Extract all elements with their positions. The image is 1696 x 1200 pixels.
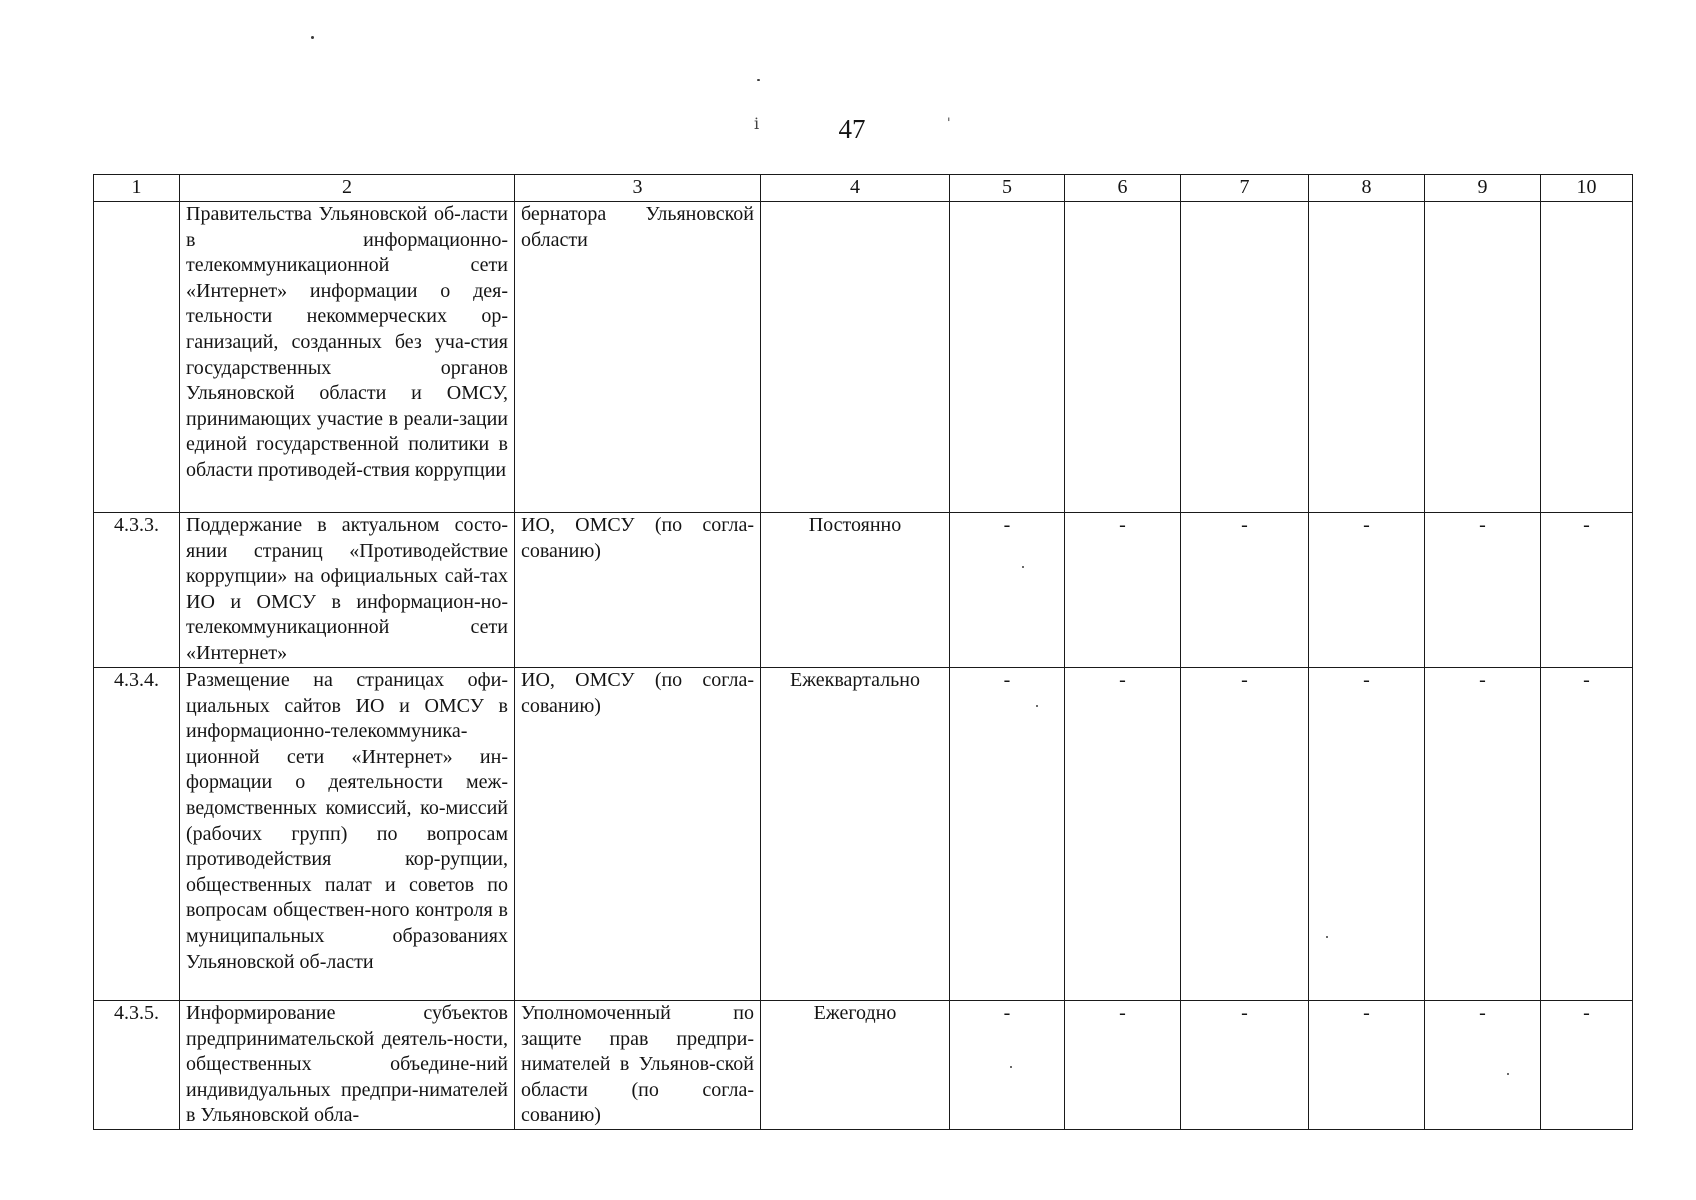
item-col6: [1065, 202, 1181, 513]
item-col6: -: [1065, 668, 1181, 1001]
item-col9: -: [1425, 513, 1541, 668]
item-executor: ИО, ОМСУ (по согла-сованию): [515, 513, 761, 668]
item-col5: -: [950, 1001, 1065, 1130]
item-col10: -: [1541, 513, 1633, 668]
item-number: 4.3.4.: [94, 668, 180, 1001]
item-col10: -: [1541, 668, 1633, 1001]
item-period: Постоянно: [761, 513, 950, 668]
item-col7: [1181, 202, 1309, 513]
item-col5: -: [950, 668, 1065, 1001]
item-col9: -: [1425, 1001, 1541, 1130]
item-executor: ИО, ОМСУ (по согла-сованию): [515, 668, 761, 1001]
item-col5: [950, 202, 1065, 513]
table-row: [94, 202, 1633, 513]
table-row: [94, 1001, 1633, 1130]
item-col6: -: [1065, 513, 1181, 668]
item-description: Правительства Ульяновской об-ласти в информационно-телекоммуникационной сети «Интернет» информации о дея-тельности некоммерческих ор-ганизаций, созданных без уча-стия государственных органов Ульяновской области и ОМСУ, принимающих участие в реали-зации единой государственной политики в области противодей-ствия коррупции: [180, 202, 515, 513]
page-number: 47: [838, 114, 866, 144]
item-col10: -: [1541, 1001, 1633, 1130]
item-col6: -: [1065, 1001, 1181, 1130]
scan-speck: [311, 36, 314, 39]
item-number: [94, 202, 180, 513]
item-executor: Уполномоченный по защите прав предпри-нимателей в Ульянов-ской области (по согла-сованию): [515, 1001, 761, 1130]
column-header: 10: [1541, 175, 1633, 202]
column-header: 4: [761, 175, 950, 202]
item-col9: [1425, 202, 1541, 513]
scan-speck: [757, 79, 760, 81]
column-header: 3: [515, 175, 761, 202]
item-col8: [1309, 202, 1425, 513]
column-header: 5: [950, 175, 1065, 202]
item-description: Поддержание в актуальном состо-янии страниц «Противодействие коррупции» на официальных сай-тах ИО и ОМСУ в информацион-но-телекоммуникационной сети «Интернет»: [180, 513, 515, 668]
item-period: [761, 202, 950, 513]
item-description: Информирование субъектов предпринимательской деятель-ности, общественных объедине-ний индивидуальных предпри-нимателей в Ульяновской обла-: [180, 1001, 515, 1130]
measures-table: [93, 174, 1633, 1130]
item-description: Размещение на страницах офи-циальных сайтов ИО и ОМСУ в информационно-телекоммуника-ционной сети «Интернет» ин-формации о деятельности меж-ведомственных комиссий, ко-миссий (рабочих групп) по вопросам противодействия кор-рупции, общественных палат и советов по вопросам обществен-ного контроля в муниципальных образованиях Ульяновской об-ласти: [180, 668, 515, 1001]
column-header: 1: [94, 175, 180, 202]
item-number: 4.3.5.: [94, 1001, 180, 1130]
item-number: 4.3.3.: [94, 513, 180, 668]
table-row: [94, 668, 1633, 1001]
item-period: Ежеквартально: [761, 668, 950, 1001]
column-header: 8: [1309, 175, 1425, 202]
column-header: 6: [1065, 175, 1181, 202]
table-row: [94, 513, 1633, 668]
column-header: 9: [1425, 175, 1541, 202]
item-col7: -: [1181, 668, 1309, 1001]
item-col8: -: [1309, 668, 1425, 1001]
item-col8: -: [1309, 513, 1425, 668]
header-row: [94, 175, 1633, 202]
item-col5: -: [950, 513, 1065, 668]
item-col7: -: [1181, 1001, 1309, 1130]
column-header: 7: [1181, 175, 1309, 202]
item-executor: бернатора Ульяновской области: [515, 202, 761, 513]
scan-mark: ⅰ: [754, 114, 760, 133]
item-col7: -: [1181, 513, 1309, 668]
item-col9: -: [1425, 668, 1541, 1001]
scan-mark: ': [947, 116, 951, 131]
column-header: 2: [180, 175, 515, 202]
item-col10: [1541, 202, 1633, 513]
item-col8: -: [1309, 1001, 1425, 1130]
item-period: Ежегодно: [761, 1001, 950, 1130]
